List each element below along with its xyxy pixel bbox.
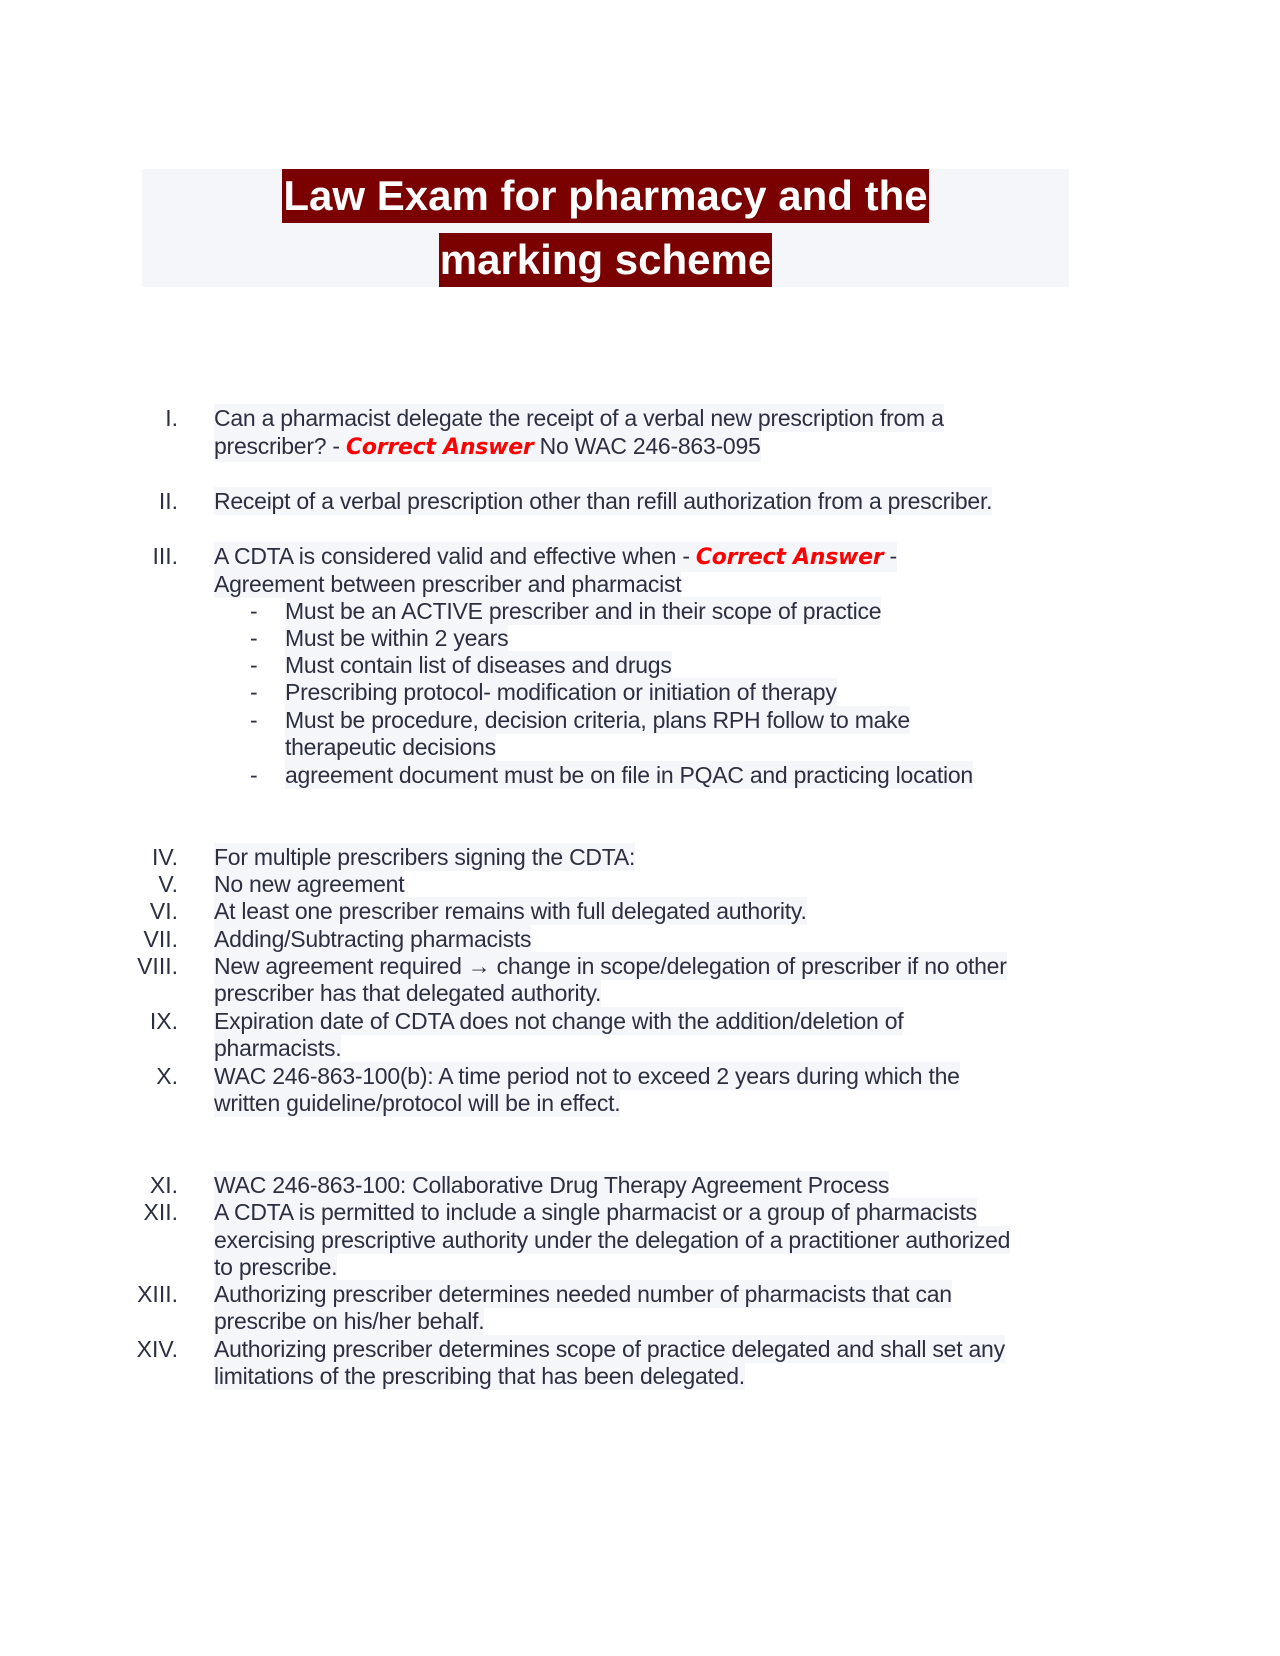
title-line-1: Law Exam for pharmacy and the (282, 169, 928, 223)
bullet-dash: - (250, 762, 258, 788)
item-text: limitations of the prescribing that has been delegated. (214, 1363, 745, 1389)
item-number: V. (158, 871, 178, 897)
item-text: Can a pharmacist delegate the receipt of a verbal new prescription from a (214, 405, 944, 431)
sub-item: Must be within 2 years (285, 625, 509, 651)
item-text: WAC 246-863-100: Collaborative Drug Therapy Agreement Process (214, 1172, 890, 1198)
item-text: prescriber has that delegated authority. (214, 980, 602, 1006)
sub-item: Must be an ACTIVE prescriber and in their scope of practice (285, 598, 882, 624)
item-text: written guideline/protocol will be in effect. (214, 1090, 621, 1116)
correct-answer-label: Correct Answer (695, 545, 884, 570)
bullet-dash: - (250, 652, 258, 678)
title-banner (142, 169, 1069, 287)
item-text: No new agreement (214, 871, 405, 897)
sub-item: therapeutic decisions (285, 734, 496, 760)
item-text: Agreement between prescriber and pharmacist (214, 571, 682, 597)
item-text: A CDTA is permitted to include a single pharmacist or a group of pharmacists (214, 1199, 977, 1225)
item-text: exercising prescriptive authority under the delegation of a practitioner authorized (214, 1227, 1011, 1253)
item-text: New agreement required → change in scope/delegation of prescriber if no other (214, 953, 1007, 979)
sub-item: Must be procedure, decision criteria, plans RPH follow to make (285, 707, 910, 733)
item-text: A CDTA is considered valid and effective when - Correct Answer - (214, 543, 897, 570)
item-text: Adding/Subtracting pharmacists (214, 926, 532, 952)
item-number: VIII. (137, 953, 178, 979)
bullet-dash: - (250, 679, 258, 705)
item-text: Receipt of a verbal prescription other than refill authorization from a prescriber. (214, 488, 993, 514)
item-text: Expiration date of CDTA does not change with the addition/deletion of (214, 1008, 904, 1034)
item-text: prescribe on his/her behalf. (214, 1308, 485, 1334)
item-number: III. (152, 543, 178, 569)
item-text: Authorizing prescriber determines needed number of pharmacists that can (214, 1281, 952, 1307)
item-text: Authorizing prescriber determines scope of practice delegated and shall set any (214, 1336, 1005, 1362)
item-number: II. (158, 488, 178, 514)
item-text: At least one prescriber remains with full delegated authority. (214, 898, 807, 924)
bullet-dash: - (250, 707, 258, 733)
item-text: WAC 246-863-100(b): A time period not to exceed 2 years during which the (214, 1063, 960, 1089)
bullet-dash: - (250, 598, 258, 624)
correct-answer-label: Correct Answer (345, 435, 534, 460)
item-number: XIV. (136, 1336, 178, 1362)
sub-item: Must contain list of diseases and drugs (285, 652, 672, 678)
item-number: VII. (143, 926, 178, 952)
title-line-2: marking scheme (439, 233, 773, 287)
item-number: XII. (143, 1199, 178, 1225)
sub-item: Prescribing protocol- modification or initiation of therapy (285, 679, 837, 705)
item-number: X. (156, 1063, 178, 1089)
item-text: pharmacists. (214, 1035, 342, 1061)
item-number: XIII. (137, 1281, 178, 1307)
item-number: IV. (151, 844, 178, 870)
item-number: I. (165, 405, 178, 431)
item-text: For multiple prescribers signing the CDTA: (214, 844, 636, 870)
item-number: VI. (149, 898, 178, 924)
item-number: IX. (149, 1008, 178, 1034)
item-text: to prescribe. (214, 1254, 338, 1280)
item-number: XI. (149, 1172, 178, 1198)
bullet-dash: - (250, 625, 258, 651)
item-text: prescriber? - Correct Answer No WAC 246-863-095 (214, 433, 761, 460)
sub-item: agreement document must be on file in PQAC and practicing location (285, 762, 973, 788)
